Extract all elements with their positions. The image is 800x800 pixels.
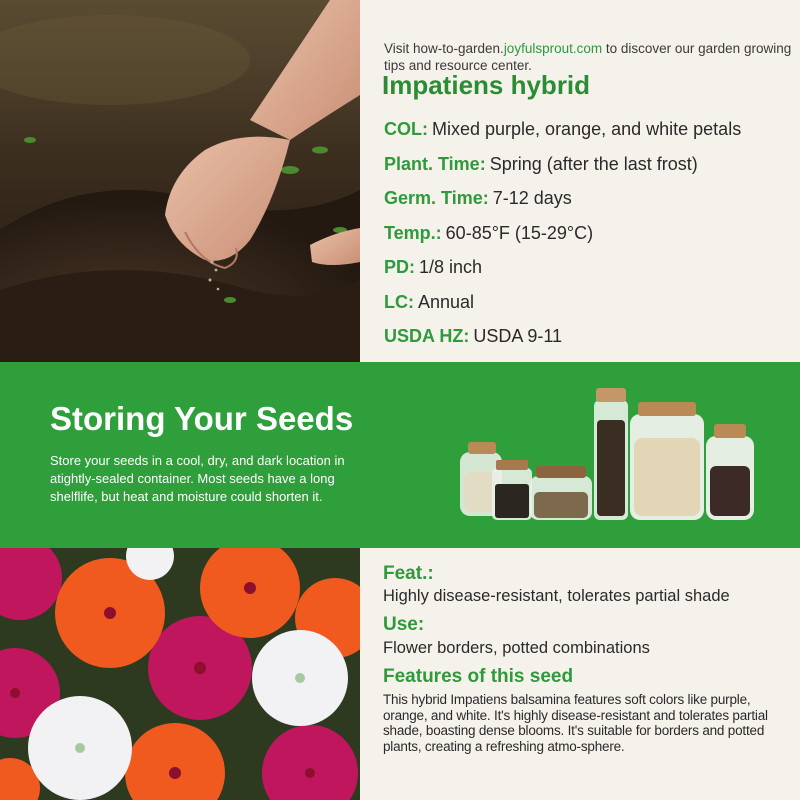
spec-row-planting-depth [384, 250, 741, 285]
spec-separator: : [435, 222, 442, 243]
spec-key: Germ. Time [384, 188, 483, 208]
spec-separator: : [463, 326, 470, 346]
seed-details-panel [360, 548, 800, 800]
promo-suffix: to discover our garden growing tips and resource center. [384, 40, 792, 73]
spec-row-germ-time [384, 181, 741, 216]
feat-heading: Feat.: [383, 563, 434, 584]
product-info-panel [360, 0, 800, 362]
feat-text: Highly disease-resistant, tolerates partial shade [383, 587, 730, 605]
spec-row-temperature [384, 216, 741, 251]
spec-key: PD [384, 257, 410, 277]
spec-key: COL [384, 119, 422, 139]
spec-separator: : [479, 153, 486, 174]
spec-row-plant-time [384, 147, 741, 182]
spec-value: USDA 9-11 [473, 326, 563, 346]
spec-value: Mixed purple, orange, and white petals [432, 119, 742, 139]
spec-row-usda-zone [384, 319, 741, 354]
spec-row-color [384, 112, 741, 147]
spec-separator: : [409, 257, 416, 277]
spec-value: Annual [418, 291, 475, 312]
promo-text [384, 40, 794, 74]
spec-separator: : [408, 291, 414, 312]
product-title: Impatiens hybrid [382, 70, 591, 100]
spec-value: 1/8 inch [419, 257, 483, 277]
soil-hand-photo [0, 0, 360, 362]
impatiens-flowers-illustration [0, 548, 360, 800]
promo-prefix: Visit how-to-garden. [384, 40, 504, 56]
spec-key: USDA HZ [384, 326, 464, 346]
features-text: This hybrid Impatiens balsamina features soft colors like purple, orange, and white. It's highly disease-resistant and tolerates partial shade, boasting dense blooms. It's suitable for borders and potted plants, creating a refreshing atmo-sphere. [383, 692, 768, 754]
spec-list [384, 112, 741, 354]
spec-key: LC [384, 291, 408, 312]
spec-value: 60-85°F (15-29°C) [445, 222, 594, 243]
promo-brand-link[interactable]: joyfulsprout.com [503, 40, 603, 56]
spec-separator: : [482, 188, 489, 208]
use-text: Flower borders, potted combinations [383, 639, 650, 657]
storage-text: Store your seeds in a cool, dry, and dark location in atightly-sealed container. Most seeds have a long shelflife, but heat and moisture could shorten it. [50, 453, 345, 504]
storage-band [0, 362, 800, 548]
spec-row-life-cycle [384, 285, 741, 320]
spec-value: Spring (after the last frost) [489, 153, 698, 174]
impatiens-flowers-photo [0, 548, 360, 800]
spec-key: Plant. Time [384, 153, 480, 174]
storage-title: Storing Your Seeds [50, 400, 354, 437]
use-heading: Use: [383, 614, 425, 635]
spec-key: Temp. [384, 222, 436, 243]
spec-separator: : [422, 119, 428, 139]
soil-hand-illustration [0, 0, 360, 362]
features-heading: Features of this seed [383, 666, 574, 687]
seed-jars-illustration [452, 380, 762, 540]
spec-value: 7-12 days [492, 188, 572, 208]
